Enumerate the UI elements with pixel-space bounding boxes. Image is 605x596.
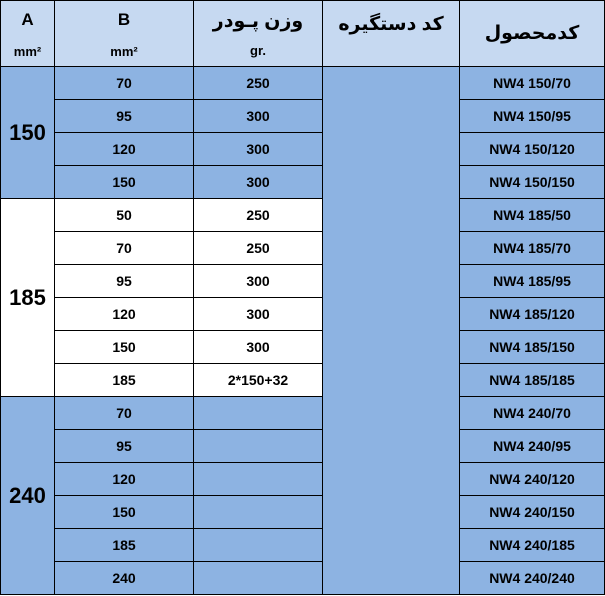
cell-b: 150 bbox=[55, 331, 194, 364]
cell-b: 120 bbox=[55, 463, 194, 496]
cell-handle-code bbox=[323, 67, 460, 595]
cell-weight bbox=[194, 463, 323, 496]
cell-weight: 300 bbox=[194, 298, 323, 331]
cell-product-code: NW4 150/70 bbox=[460, 67, 605, 100]
cell-product-code: NW4 150/150 bbox=[460, 166, 605, 199]
cell-weight: 300 bbox=[194, 331, 323, 364]
cell-b: 70 bbox=[55, 67, 194, 100]
cell-weight: 250 bbox=[194, 232, 323, 265]
table-row bbox=[1, 265, 605, 298]
cell-weight: 2*150+32 bbox=[194, 364, 323, 397]
table-body bbox=[1, 67, 605, 595]
cell-b: 120 bbox=[55, 298, 194, 331]
header-handle-code bbox=[323, 1, 460, 67]
header-weight-title: وزن پـودر bbox=[212, 10, 304, 32]
header-b bbox=[55, 1, 194, 67]
header-handle-code-label: کد دستگیره bbox=[338, 14, 444, 35]
cell-weight bbox=[194, 430, 323, 463]
header-b-title: B bbox=[117, 10, 131, 29]
table-row bbox=[1, 133, 605, 166]
table-row bbox=[1, 199, 605, 232]
table-row bbox=[1, 232, 605, 265]
cell-weight bbox=[194, 529, 323, 562]
cell-b: 95 bbox=[55, 430, 194, 463]
cell-product-code: NW4 240/70 bbox=[460, 397, 605, 430]
header-a bbox=[1, 1, 55, 67]
cell-a-group: 240 bbox=[1, 397, 55, 595]
header-a-title: A bbox=[21, 10, 34, 29]
cell-weight: 250 bbox=[194, 67, 323, 100]
header-product-code bbox=[460, 1, 605, 67]
cell-weight: 300 bbox=[194, 166, 323, 199]
cell-b: 70 bbox=[55, 232, 194, 265]
cell-a-group: 150 bbox=[1, 67, 55, 199]
header-b-unit: mm² bbox=[110, 44, 138, 59]
table-row bbox=[1, 529, 605, 562]
cell-product-code: NW4 185/120 bbox=[460, 298, 605, 331]
table-row bbox=[1, 562, 605, 595]
cell-weight bbox=[194, 562, 323, 595]
cell-product-code: NW4 150/120 bbox=[460, 133, 605, 166]
table-row bbox=[1, 496, 605, 529]
cell-weight bbox=[194, 496, 323, 529]
cell-b: 150 bbox=[55, 166, 194, 199]
cell-b: 50 bbox=[55, 199, 194, 232]
cell-b: 95 bbox=[55, 265, 194, 298]
cell-weight: 300 bbox=[194, 133, 323, 166]
cell-product-code: NW4 185/70 bbox=[460, 232, 605, 265]
cell-b: 150 bbox=[55, 496, 194, 529]
header-product-code-label: کدمحصول bbox=[484, 23, 580, 44]
table-row bbox=[1, 430, 605, 463]
cell-product-code: NW4 240/240 bbox=[460, 562, 605, 595]
cell-weight: 250 bbox=[194, 199, 323, 232]
table-row bbox=[1, 397, 605, 430]
cell-product-code: NW4 185/185 bbox=[460, 364, 605, 397]
table-row bbox=[1, 166, 605, 199]
cell-weight bbox=[194, 397, 323, 430]
header-a-unit: mm² bbox=[13, 44, 42, 59]
cell-b: 95 bbox=[55, 100, 194, 133]
table-row bbox=[1, 298, 605, 331]
cell-product-code: NW4 240/120 bbox=[460, 463, 605, 496]
cell-product-code: NW4 185/150 bbox=[460, 331, 605, 364]
cell-b: 185 bbox=[55, 364, 194, 397]
header-weight bbox=[194, 1, 323, 67]
cell-weight: 300 bbox=[194, 100, 323, 133]
cell-b: 70 bbox=[55, 397, 194, 430]
header-weight-unit: gr. bbox=[250, 42, 266, 58]
table-row bbox=[1, 100, 605, 133]
table-row bbox=[1, 67, 605, 100]
table-row bbox=[1, 331, 605, 364]
cell-product-code: NW4 150/95 bbox=[460, 100, 605, 133]
cell-a-group: 185 bbox=[1, 199, 55, 397]
cell-product-code: NW4 240/185 bbox=[460, 529, 605, 562]
cell-b: 185 bbox=[55, 529, 194, 562]
table-row bbox=[1, 364, 605, 397]
cell-product-code: NW4 240/95 bbox=[460, 430, 605, 463]
cell-b: 120 bbox=[55, 133, 194, 166]
cell-weight: 300 bbox=[194, 265, 323, 298]
cell-b: 240 bbox=[55, 562, 194, 595]
cell-product-code: NW4 185/95 bbox=[460, 265, 605, 298]
header-row bbox=[1, 1, 605, 67]
cell-product-code: NW4 240/150 bbox=[460, 496, 605, 529]
cell-product-code: NW4 185/50 bbox=[460, 199, 605, 232]
table-row bbox=[1, 463, 605, 496]
